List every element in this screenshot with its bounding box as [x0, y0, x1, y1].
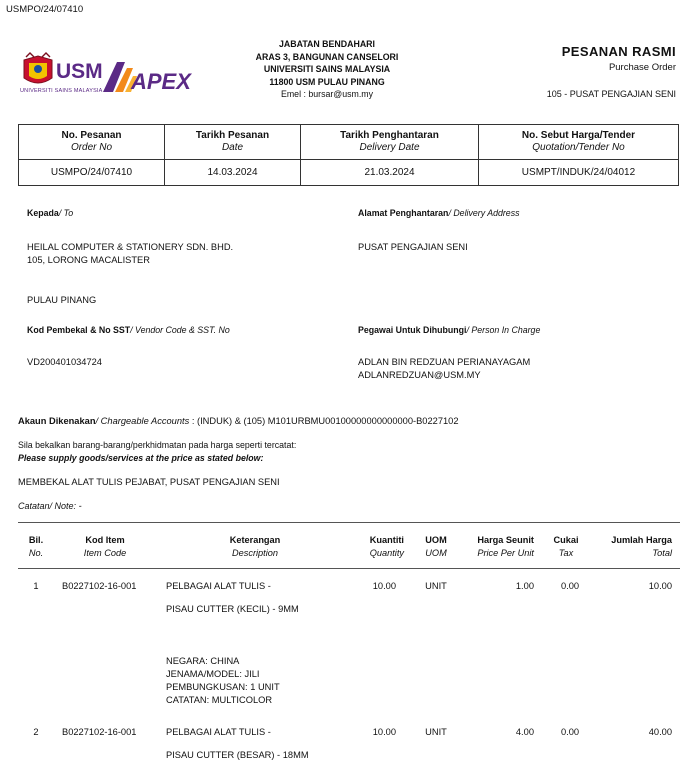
supply-notice-ms: Sila bekalkan barang-barang/perkhidmatan pada harga seperti tercatat: — [18, 440, 297, 450]
col-header-uom: UOM UOM — [425, 535, 447, 558]
document-subtitle: Purchase Order — [608, 62, 676, 73]
supply-notice-en: Please supply goods/services at the price as stated below: — [18, 453, 264, 463]
usm-logo-caption: UNIVERSITI SAINS MALAYSIA — [20, 88, 103, 94]
item-quantity: 10.00 — [372, 581, 396, 591]
order-col-sublabel: Date — [221, 142, 244, 153]
item-code: B0227102-16-001 — [62, 727, 137, 737]
order-col-value: 21.03.2024 — [364, 167, 415, 178]
document-title: PESANAN RASMI — [561, 44, 676, 59]
col-header-description: Keterangan Description — [229, 535, 281, 558]
issuer-line3: UNIVERSITI SAINS MALAYSIA — [263, 64, 391, 75]
delivery-address-label: Alamat Penghantaran/ Delivery Address — [358, 208, 520, 218]
item-no: 1 — [33, 581, 39, 591]
item-extra-line: CATATAN: MULTICOLOR — [166, 695, 273, 705]
issuer-line4: 11800 USM PULAU PINANG — [269, 76, 385, 87]
issuer-line1: JABATAN BENDAHARI — [279, 39, 375, 49]
chargeable-accounts: Akaun Dikenakan/ Chargeable Accounts : (INDUK) & (105) M101URBMU00100000000000000-B0227102 — [18, 416, 459, 426]
order-col-date — [165, 125, 301, 185]
item-desc-line1: PELBAGAI ALAT TULIS - — [166, 727, 271, 737]
person-in-charge-label: Pegawai Untuk Dihubungi/ Person In Charge — [358, 325, 541, 335]
col-header-unit-price: Harga Seunit Price Per Unit — [477, 535, 534, 558]
vendor-name: HEILAL COMPUTER & STATIONERY SDN. BHD. — [27, 242, 234, 252]
order-col-delivery-date — [301, 125, 479, 185]
usm-logo — [20, 52, 103, 98]
apex-chevron-icon — [103, 58, 191, 96]
item-unit-price: 1.00 — [515, 581, 534, 591]
apex-logo — [103, 58, 191, 96]
items-header-rule — [18, 568, 680, 569]
item-extra-line: NEGARA: CHINA — [166, 656, 240, 666]
order-col-quotation-no — [479, 125, 678, 185]
order-col-value: USMPT/INDUK/24/04012 — [521, 167, 636, 178]
item-uom: UNIT — [425, 581, 447, 591]
svg-text:APEX: APEX — [131, 69, 191, 94]
order-info-table — [18, 124, 679, 186]
document-reference: USMPO/24/07410 — [6, 4, 84, 15]
to-label: Kepada/ To — [27, 208, 74, 218]
order-col-label: No. Pesanan — [61, 130, 122, 141]
order-col-sublabel: Delivery Date — [359, 142, 420, 153]
vendor-street: 105, LORONG MACALISTER — [27, 255, 150, 265]
col-header-quantity: Kuantiti Quantity — [369, 535, 404, 558]
items-top-rule — [18, 522, 680, 523]
order-col-value: 14.03.2024 — [207, 167, 258, 178]
col-header-tax: Cukai Tax — [553, 535, 579, 558]
order-col-sublabel: Quotation/Tender No — [532, 142, 625, 153]
issuer-email: Emel : bursar@usm.my — [280, 89, 374, 100]
order-purpose: MEMBEKAL ALAT TULIS PEJABAT, PUSAT PENGAJIAN SENI — [18, 477, 280, 487]
item-desc-line1: PELBAGAI ALAT TULIS - — [166, 581, 271, 591]
issuer-line2: ARAS 3, BANGUNAN CANSELORI — [255, 51, 399, 62]
vendor-code-value: VD200401034724 — [27, 357, 102, 367]
order-col-order-no — [19, 125, 165, 185]
person-in-charge-name: ADLAN BIN REDZUAN PERIANAYAGAM — [358, 357, 531, 367]
item-quantity: 10.00 — [372, 727, 396, 737]
col-header-item-code: Kod Item Item Code — [83, 535, 127, 558]
item-desc-line2: PISAU CUTTER (KECIL) - 9MM — [166, 604, 299, 614]
item-tax: 0.00 — [560, 727, 580, 737]
vendor-code-label: Kod Pembekal & No SST/ Vendor Code & SST. No — [27, 325, 230, 335]
delivery-address-value: PUSAT PENGAJIAN SENI — [358, 242, 468, 252]
item-unit-price: 4.00 — [515, 727, 534, 737]
item-code: B0227102-16-001 — [62, 581, 137, 591]
vendor-state: PULAU PINANG — [27, 295, 97, 305]
item-extra-line: JENAMA/MODEL: JILI — [166, 669, 260, 679]
svg-text:USM: USM — [56, 60, 103, 83]
order-col-value: USMPO/24/07410 — [50, 167, 133, 178]
order-col-sublabel: Order No — [70, 142, 113, 153]
order-col-label: Tarikh Pesanan — [195, 130, 270, 141]
department-label: 105 - PUSAT PENGAJIAN SENI — [546, 89, 676, 99]
item-tax: 0.00 — [560, 581, 580, 591]
item-total: 40.00 — [648, 727, 672, 737]
col-header-total: Jumlah Harga Total — [611, 535, 672, 558]
note: Catatan/ Note: - — [18, 501, 82, 511]
item-extra-line: PEMBUNGKUSAN: 1 UNIT — [166, 682, 280, 692]
col-header-no: Bil. No. — [28, 535, 44, 558]
person-in-charge-email: ADLANREDZUAN@USM.MY — [358, 370, 481, 380]
item-desc-line2: PISAU CUTTER (BESAR) - 18MM — [166, 750, 309, 760]
item-extra-details — [166, 655, 280, 707]
item-total: 10.00 — [648, 581, 672, 591]
order-col-label: No. Sebut Harga/Tender — [521, 130, 636, 141]
order-col-label: Tarikh Penghantaran — [340, 130, 439, 141]
issuer-address — [214, 38, 440, 101]
item-no: 2 — [33, 727, 39, 737]
item-uom: UNIT — [425, 727, 447, 737]
